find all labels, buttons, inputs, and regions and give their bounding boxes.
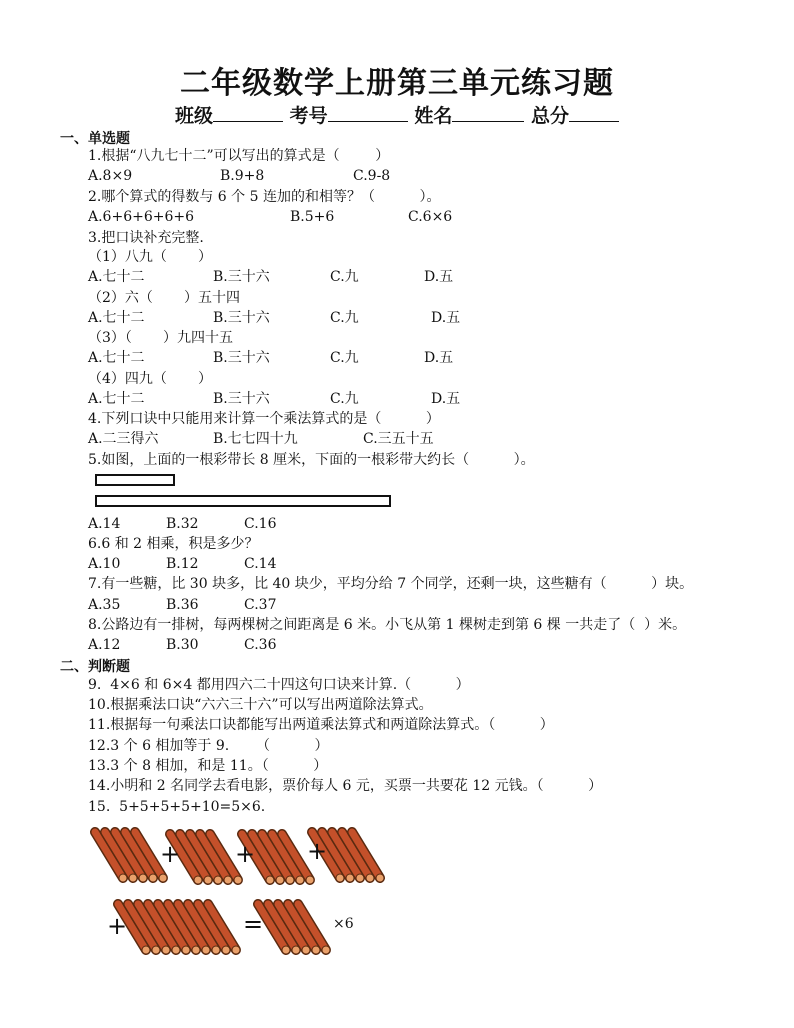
q8-option-a[interactable]: A.12 xyxy=(88,637,121,653)
q7-option-a[interactable]: A.35 xyxy=(88,597,121,613)
q8-option-c[interactable]: C.36 xyxy=(244,637,277,653)
total-score-label: 总分 xyxy=(530,105,569,127)
section-single-choice: 一、单选题 xyxy=(60,131,130,147)
q3-3-option-c[interactable]: C.九 xyxy=(330,350,359,366)
page-title: 二年级数学上册第三单元练习题 xyxy=(180,66,614,101)
student-info-line xyxy=(0,101,794,128)
q8-option-b[interactable]: B.30 xyxy=(166,637,199,653)
q3-4-option-d[interactable]: D.五 xyxy=(431,391,461,407)
ribbon-short xyxy=(95,474,175,486)
plus-sign-2: + xyxy=(235,840,256,868)
q3-1-option-a[interactable]: A.七十二 xyxy=(88,269,145,285)
q3-3-option-d[interactable]: D.五 xyxy=(424,350,454,366)
q3-4-option-a[interactable]: A.七十二 xyxy=(88,391,145,407)
plus-sign-4: + xyxy=(107,912,128,940)
question-3: 3.把口诀补充完整. xyxy=(88,230,204,246)
q3-1-option-d[interactable]: D.五 xyxy=(424,269,454,285)
q1-option-b[interactable]: B.9+8 xyxy=(220,168,265,184)
plus-sign-1: + xyxy=(160,840,181,868)
q6-option-b[interactable]: B.12 xyxy=(166,556,199,572)
q3-part-3: （3）（ ）九四十五 xyxy=(88,330,234,346)
question-7: 7.有一些糖，比 30 块多，比 40 块少，平均分给 7 个同学，还剩一块，这些糖有（ ）块。 xyxy=(88,576,694,592)
q5-option-a[interactable]: A.14 xyxy=(88,516,121,532)
question-15: 15. 5+5+5+5+10=5×6. xyxy=(88,799,266,815)
question-2: 2.哪个算式的得数与 6 个 5 连加的和相等？（ ）。 xyxy=(88,189,441,205)
exam-number-label: 考号 xyxy=(289,105,328,127)
ribbon-long xyxy=(95,495,391,507)
q2-option-a[interactable]: A.6+6+6+6+6 xyxy=(88,209,195,225)
plus-sign-3: + xyxy=(307,837,328,865)
question-5: 5.如图，上面的一根彩带长 8 厘米，下面的一根彩带大约长（ ）。 xyxy=(88,452,535,468)
q3-2-option-c[interactable]: C.九 xyxy=(330,310,359,326)
q3-2-option-d[interactable]: D.五 xyxy=(431,310,461,326)
q3-part-4: （4）四九（ ） xyxy=(88,371,213,387)
q3-1-option-c[interactable]: C.九 xyxy=(330,269,359,285)
q1-option-c[interactable]: C.9-8 xyxy=(353,168,391,184)
q3-4-option-b[interactable]: B.三十六 xyxy=(213,391,270,407)
equals-sign: = xyxy=(243,910,264,938)
q5-option-b[interactable]: B.32 xyxy=(166,516,199,532)
exam-number-blank[interactable] xyxy=(328,103,408,122)
question-10: 10.根据乘法口诀“六六三十六”可以写出两道除法算式。 xyxy=(88,697,433,713)
q7-option-c[interactable]: C.37 xyxy=(244,597,277,613)
q4-option-b[interactable]: B.七七四十九 xyxy=(213,431,298,447)
q6-option-c[interactable]: C.14 xyxy=(244,556,277,572)
q3-2-option-a[interactable]: A.七十二 xyxy=(88,310,145,326)
q5-option-c[interactable]: C.16 xyxy=(244,516,277,532)
question-12: 12.3 个 6 相加等于 9. （ ） xyxy=(88,738,329,754)
class-label: 班级 xyxy=(175,105,214,127)
q6-option-a[interactable]: A.10 xyxy=(88,556,121,572)
question-11: 11.根据每一句乘法口诀都能写出两道乘法算式和两道除法算式。（ ） xyxy=(88,717,554,733)
q3-2-option-b[interactable]: B.三十六 xyxy=(213,310,270,326)
name-label: 姓名 xyxy=(414,105,453,127)
class-blank[interactable] xyxy=(213,103,283,122)
name-blank[interactable] xyxy=(452,103,524,122)
log-bundle xyxy=(95,832,167,882)
question-8: 8.公路边有一排树，每两棵树之间距离是 6 米。小飞从第 1 棵树走到第 6 棵 一共走了（ ）米。 xyxy=(88,617,687,633)
question-1: 1.根据“八九七十二”可以写出的算式是（ ） xyxy=(88,148,390,164)
q7-option-b[interactable]: B.36 xyxy=(166,597,199,613)
q4-option-c[interactable]: C.三五十五 xyxy=(363,431,434,447)
q3-3-option-b[interactable]: B.三十六 xyxy=(213,350,270,366)
log-bundle xyxy=(258,904,330,954)
section-true-false: 二、判断题 xyxy=(60,659,130,675)
total-score-blank[interactable] xyxy=(569,103,619,122)
question-6: 6.6 和 2 相乘，积是多少？ xyxy=(88,536,259,552)
question-4: 4.下列口诀中只能用来计算一个乘法算式的是（ ） xyxy=(88,411,440,427)
question-9: 9. 4×6 和 6×4 都用四六二十四这句口诀来计算.（ ） xyxy=(88,677,470,693)
q4-option-a[interactable]: A.二三得六 xyxy=(88,431,159,447)
q1-option-a[interactable]: A.8×9 xyxy=(88,168,133,184)
q3-part-2: （2）六（ ）五十四 xyxy=(88,290,241,306)
q3-1-option-b[interactable]: B.三十六 xyxy=(213,269,270,285)
q2-option-c[interactable]: C.6×6 xyxy=(408,209,453,225)
q3-3-option-a[interactable]: A.七十二 xyxy=(88,350,145,366)
log-bundle xyxy=(170,834,242,884)
q3-4-option-c[interactable]: C.九 xyxy=(330,391,359,407)
times-six-label: ×6 xyxy=(333,916,354,932)
log-bundle xyxy=(118,904,240,954)
q3-part-1: （1）八九（ ） xyxy=(88,249,213,265)
question-14: 14.小明和 2 名同学去看电影，票价每人 6 元，买票一共要花 12 元钱。（ ） xyxy=(88,778,603,794)
question-13: 13.3 个 8 相加，和是 11。（ ） xyxy=(88,758,328,774)
q2-option-b[interactable]: B.5+6 xyxy=(290,209,335,225)
